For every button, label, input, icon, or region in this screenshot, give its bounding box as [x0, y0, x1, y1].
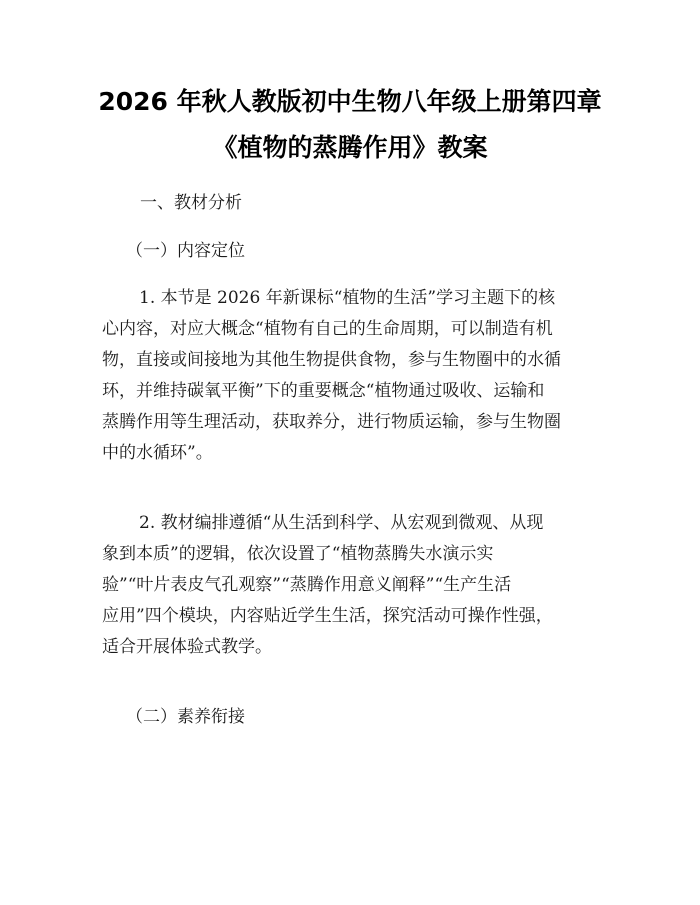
subsection-heading-content-positioning: （一）内容定位	[126, 241, 245, 261]
document-title-line-1: 2026 年秋人教版初中生物八年级上册第四章	[98, 87, 602, 116]
paragraph-line: 适合开展体验式教学。	[102, 637, 272, 657]
paragraph-line: 应用”四个模块，内容贴近学生生活，探究活动可操作性强，	[102, 606, 553, 626]
paragraph-line: 蒸腾作用等生理活动，获取养分，进行物质运输，参与生物圈	[102, 412, 561, 432]
subsection-heading-competency-connection: （二）素养衔接	[126, 707, 245, 727]
paragraph-textbook-arrangement	[102, 508, 602, 663]
paragraph-line: 心内容，对应大概念“植物有自己的生命周期，可以制造有机	[102, 319, 553, 339]
paragraph-line: 象到本质”的逻辑，依次设置了“植物蒸腾失水演示实	[102, 544, 494, 564]
paragraph-line: 环，并维持碳氧平衡”下的重要概念“植物通过吸收、运输和	[102, 381, 545, 401]
paragraph-line: 中的水循环”。	[102, 443, 213, 463]
paragraph-content-positioning	[102, 283, 602, 469]
section-heading-textbook-analysis: 一、教材分析	[140, 193, 242, 213]
paragraph-line: 物，直接或间接地为其他生物提供食物，参与生物圈中的水循	[102, 350, 561, 370]
paragraph-line: 1. 本节是 2026 年新课标“植物的生活”学习主题下的核	[139, 288, 556, 308]
document-title-line-2: 《植物的蒸腾作用》教案	[212, 133, 488, 162]
paragraph-line: 验”“叶片表皮气孔观察”“蒸腾作用意义阐释”“生产生活	[102, 575, 512, 595]
paragraph-line: 2. 教材编排遵循“从生活到科学、从宏观到微观、从现	[139, 513, 544, 533]
